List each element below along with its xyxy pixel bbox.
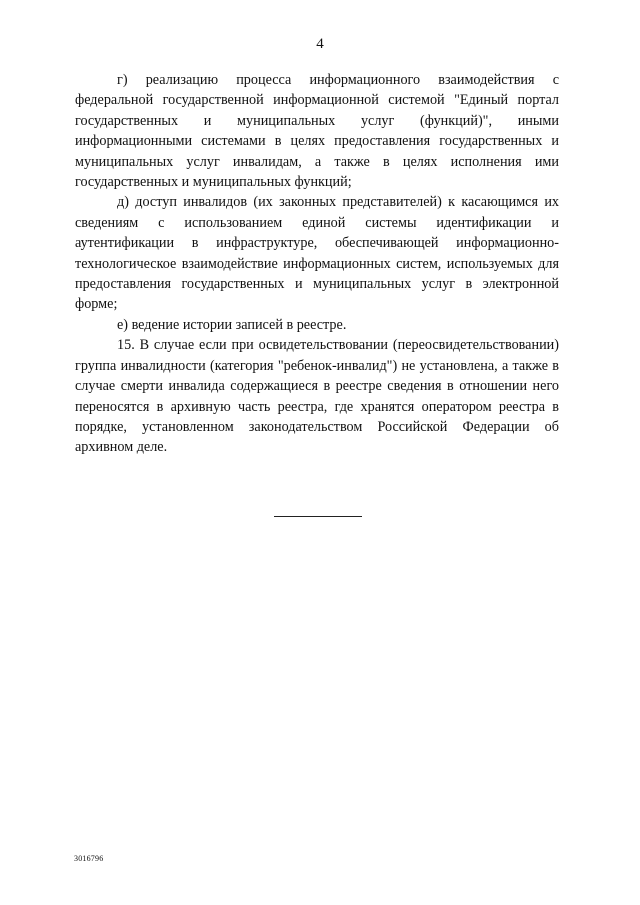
paragraph-d: д) доступ инвалидов (их законных представителей) к касающимся их сведениям с использованием единой системы идентификации и аутентификации в инфраструктуре, обеспечивающей информационно-технологическое взаимодействие информационных систем, используемых для предоставления государственных и муниципальных услуг в электронной форме; xyxy=(75,194,559,313)
paragraph-g: г) реализацию процесса информационного взаимодействия с федеральной государственной информационной системой "Единый портал государственных и муниципальных услуг (функций)", иными информационными системами в целях предоставления государственных и муниципальных услуг инвалидам, а также в целях исполнения ими государственных и муниципальных функций; xyxy=(75,72,559,191)
document-body xyxy=(75,70,559,458)
paragraph-e: е) ведение истории записей в реестре. xyxy=(117,316,347,333)
document-code: 3016796 xyxy=(74,854,104,863)
end-separator xyxy=(274,516,362,517)
paragraph-15: 15. В случае если при освидетельствовании (переосвидетельствовании) группа инвалидности (категория "ребенок-инвалид") не установлена, а также в случае смерти инвалида содержащиеся в реестре сведения в отношении него переносятся в архивную часть реестра, где хранятся оператором реестра в порядке, установленном законодательством Российской Федерации об архивном деле. xyxy=(75,337,559,456)
page-number: 4 xyxy=(316,36,324,52)
